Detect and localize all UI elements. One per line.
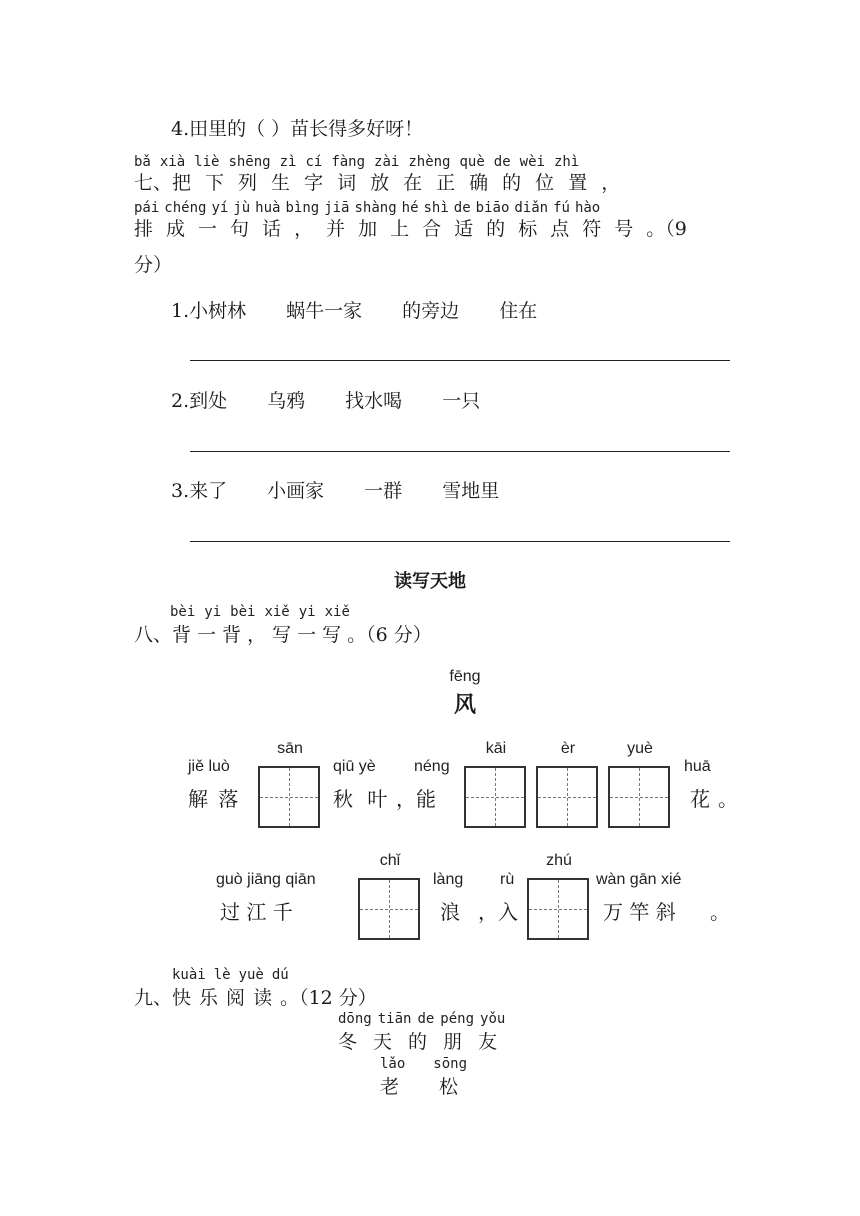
pinyin-syllable: yí <box>211 200 229 216</box>
item-number: 1. <box>171 300 190 322</box>
hanzi-char: 乐 <box>199 987 219 1009</box>
row1-chars-1: 解 落 <box>188 787 241 811</box>
word-chip: 小画家 <box>267 480 325 502</box>
pinyin-syllable: cí <box>305 154 323 170</box>
hanzi-char: 松 <box>439 1076 459 1098</box>
hanzi-char: 背 <box>172 624 192 646</box>
hanzi-char: 正 <box>436 172 456 194</box>
hanzi-char: 点 <box>550 218 570 240</box>
hanzi-char: 一 <box>198 218 218 240</box>
row1-pinyin-1: jiě luò <box>188 758 230 775</box>
row2-box1-pinyin: chǐ <box>379 852 401 869</box>
pinyin-syllable: dú <box>271 967 289 983</box>
tianzige-box[interactable] <box>464 766 526 828</box>
tianzige-box[interactable] <box>527 878 589 940</box>
row2-pinyin-2: làng <box>433 871 464 888</box>
pinyin-syllable: shēng <box>228 154 271 170</box>
pinyin-syllable: yuè <box>238 967 264 983</box>
pinyin-syllable: péng <box>440 1011 475 1027</box>
row1-chars-3: ，能 <box>396 787 436 811</box>
hanzi-char: 天 <box>373 1031 393 1053</box>
hanzi-char: 。 <box>280 987 300 1009</box>
pinyin-syllable: wèi <box>519 154 545 170</box>
hanzi-char: 的 <box>502 172 522 194</box>
row2-chars-4: 万 竿 斜 <box>603 900 676 924</box>
hanzi-char: 话 <box>262 218 282 240</box>
hanzi-char: 字 <box>304 172 324 194</box>
hanzi-char: 老 <box>380 1076 400 1098</box>
hanzi-char: 号 <box>614 218 634 240</box>
pinyin-syllable: kuài <box>172 967 206 983</box>
pinyin-syllable: lǎo <box>380 1056 406 1072</box>
hanzi-char: 在 <box>403 172 423 194</box>
q7-text-row-2 <box>134 214 687 241</box>
pinyin-syllable: de <box>493 154 511 170</box>
tianzige-box[interactable] <box>608 766 670 828</box>
story-title-pinyin <box>338 1011 505 1027</box>
word-chip: 一群 <box>364 480 403 502</box>
hanzi-char: 写 <box>272 624 292 646</box>
row2-pinyin-1: guò jiāng qiān <box>216 871 316 888</box>
pinyin-syllable: xià <box>159 154 186 170</box>
word-chip: 一只 <box>442 390 481 412</box>
word-chip: 乌鸦 <box>267 390 306 412</box>
tianzige-box[interactable] <box>358 878 420 940</box>
poem-title: 风 <box>453 693 476 718</box>
row1-box3-pinyin: èr <box>560 740 576 757</box>
pinyin-syllable: chéng <box>164 200 207 216</box>
pinyin-syllable: diǎn <box>514 200 549 216</box>
q7-item-2 <box>171 386 480 413</box>
hanzi-char: 的 <box>486 218 506 240</box>
hanzi-char: 。 <box>347 624 367 646</box>
word-chip: 住在 <box>499 300 538 322</box>
hanzi-char: 朋 <box>443 1031 463 1053</box>
hanzi-char: 背 <box>222 624 242 646</box>
row2-chars-2: 浪 <box>440 900 460 924</box>
pinyin-syllable: biāo <box>475 200 510 216</box>
row1-box1-pinyin: sān <box>277 740 303 757</box>
tianzige-box[interactable] <box>536 766 598 828</box>
pinyin-syllable: bǎ <box>134 154 151 170</box>
hanzi-char: 放 <box>370 172 390 194</box>
hanzi-char: ， <box>294 218 314 240</box>
hanzi-char: 七、把 <box>134 172 192 194</box>
pinyin-syllable: de <box>417 1011 435 1027</box>
q8-chars <box>172 624 366 646</box>
row1-box2-pinyin: kāi <box>485 740 507 757</box>
pinyin-syllable: yi <box>204 604 222 620</box>
pinyin-syllable: hào <box>574 200 601 216</box>
hanzi-char: 生 <box>271 172 291 194</box>
hanzi-char: 上 <box>390 218 410 240</box>
hanzi-char: ， <box>601 172 621 194</box>
row1-chars-4: 花 <box>690 787 710 811</box>
tianzige-box[interactable] <box>258 766 320 828</box>
hanzi-char: 加 <box>358 218 378 240</box>
pinyin-syllable: bèi <box>170 604 196 620</box>
pinyin-syllable: què <box>459 154 485 170</box>
story-author <box>380 1056 500 1104</box>
hanzi-char: 快 <box>172 987 192 1009</box>
row2-chars-1: 过 江 千 <box>220 900 293 924</box>
story-title <box>338 1011 538 1059</box>
q7-heading <box>134 150 734 200</box>
q7-text-row-1 <box>134 168 620 195</box>
hanzi-char: 一 <box>197 624 217 646</box>
row2-chars-3: ，入 <box>478 900 518 924</box>
item-number: 2. <box>171 390 190 412</box>
answer-line-2[interactable] <box>190 451 730 452</box>
hanzi-char: ， <box>247 624 267 646</box>
word-chip: 找水喝 <box>345 390 403 412</box>
pinyin-syllable: zhì <box>553 154 580 170</box>
q7-heading-2 <box>134 196 774 246</box>
q8-pinyin <box>170 604 350 620</box>
answer-line-3[interactable] <box>190 541 730 542</box>
q9-heading <box>134 965 534 1013</box>
q7-score-continued: 分） <box>134 254 173 276</box>
hanzi-char: 词 <box>337 172 357 194</box>
hanzi-char: 并 <box>326 218 346 240</box>
q6-item-4: 4.田里的（ ）苗长得多好呀！ <box>171 118 424 140</box>
author-pinyin <box>380 1056 467 1072</box>
row2-period: 。 <box>710 900 730 924</box>
poem-title-pinyin: fēng <box>449 668 481 685</box>
hanzi-char: 的 <box>408 1031 428 1053</box>
pinyin-syllable: fú <box>553 200 570 216</box>
row2-pinyin-3: rù <box>500 871 515 888</box>
word-chip: 雪地里 <box>442 480 500 502</box>
hanzi-char: 标 <box>518 218 538 240</box>
hanzi-char: 合 <box>422 218 442 240</box>
section-title: 读写天地 <box>394 571 466 592</box>
hanzi-char: 冬 <box>338 1031 358 1053</box>
q7-item-3 <box>171 476 499 503</box>
pinyin-syllable: zì <box>279 154 297 170</box>
pinyin-syllable: tiān <box>377 1011 412 1027</box>
q9-text <box>134 983 377 1010</box>
q9-chars <box>172 987 299 1009</box>
pinyin-syllable: pái <box>134 200 160 216</box>
row1-period: 。 <box>718 787 738 811</box>
q8-heading <box>134 602 534 650</box>
q8-score: （6 分） <box>366 624 432 646</box>
q9-score: （12 分） <box>299 987 377 1009</box>
hanzi-char: 阅 <box>226 987 246 1009</box>
row1-pinyin-4: huā <box>684 758 711 775</box>
hanzi-char: 位 <box>535 172 555 194</box>
hanzi-char: 写 <box>322 624 342 646</box>
word-chip: 小树林 <box>189 300 247 322</box>
pinyin-syllable: zhèng <box>408 154 451 170</box>
pinyin-syllable: xiě <box>324 604 350 620</box>
pinyin-syllable: shì <box>423 200 449 216</box>
row2-pinyin-4: wàn gān xié <box>596 871 682 888</box>
q9-number: 九、 <box>134 987 173 1009</box>
q8-text <box>134 620 432 647</box>
pinyin-syllable: sōng <box>433 1056 468 1072</box>
word-chip: 来了 <box>189 480 228 502</box>
word-chip: 的旁边 <box>402 300 460 322</box>
row1-chars-2: 秋 叶 <box>333 787 392 811</box>
hanzi-char: 符 <box>582 218 602 240</box>
hanzi-char: 成 <box>166 218 186 240</box>
hanzi-char: 下 <box>205 172 225 194</box>
pinyin-syllable: xiě <box>264 604 290 620</box>
pinyin-syllable: de <box>453 200 471 216</box>
pinyin-syllable: dōng <box>338 1011 372 1027</box>
row1-pinyin-2: qiū yè <box>333 758 376 775</box>
author-text <box>380 1072 458 1099</box>
story-title-text <box>338 1027 497 1054</box>
q8-number: 八、 <box>134 624 173 646</box>
word-chip: 蜗牛一家 <box>286 300 363 322</box>
row1-box4-pinyin: yuè <box>627 740 653 757</box>
q9-pinyin <box>172 967 289 983</box>
pinyin-syllable: bèi <box>230 604 256 620</box>
pinyin-syllable: huà <box>255 200 281 216</box>
hanzi-char: 排 <box>134 218 154 240</box>
pinyin-syllable: zài <box>374 154 400 170</box>
pinyin-syllable: liè <box>194 154 220 170</box>
hanzi-char: 确 <box>469 172 489 194</box>
row2-box2-pinyin: zhú <box>546 852 572 869</box>
hanzi-char: 适 <box>454 218 474 240</box>
hanzi-char: 读 <box>253 987 273 1009</box>
pinyin-syllable: hé <box>401 200 419 216</box>
pinyin-syllable: bìng <box>285 200 320 216</box>
pinyin-syllable: yi <box>298 604 316 620</box>
pinyin-syllable: jù <box>233 200 251 216</box>
hanzi-char: 一 <box>297 624 317 646</box>
hanzi-char: 友 <box>478 1031 498 1053</box>
answer-line-1[interactable] <box>190 360 730 361</box>
word-chip: 到处 <box>189 390 228 412</box>
item-number: 3. <box>171 480 190 502</box>
hanzi-char: 句 <box>230 218 250 240</box>
hanzi-char: 列 <box>238 172 258 194</box>
pinyin-syllable: yǒu <box>480 1011 506 1027</box>
pinyin-syllable: lè <box>213 967 231 983</box>
pinyin-syllable: fàng <box>331 154 366 170</box>
q7-item-1 <box>171 296 537 323</box>
row1-pinyin-3: néng <box>414 758 450 775</box>
hanzi-char: 。（9 <box>646 218 687 240</box>
pinyin-syllable: shàng <box>354 200 397 216</box>
pinyin-syllable: jiā <box>324 200 350 216</box>
hanzi-char: 置 <box>568 172 588 194</box>
